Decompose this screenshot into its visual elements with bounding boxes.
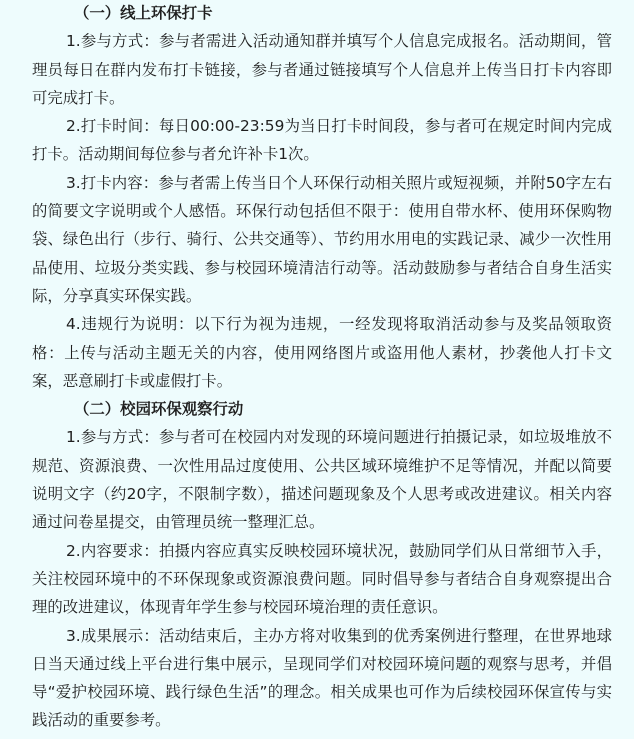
paragraph-observation-method: 1.参与方式：参与者可在校园内对发现的环境问题进行拍摄记录，如垃圾堆放不规范、资源浪费、一次性用品过度使用、公共区域环境维护不足等情况，并配以简要说明文字（约20字，不限制字数），描述问题现象及个人思考或改进建议。相关内容通过问卷星提交，由管理员统一整理汇总。: [32, 428, 612, 532]
paragraph-content-requirements: 2.内容要求：拍摄内容应真实反映校园环境状况，鼓励同学们从日常细节入手，关注校园环境中的不环保现象或资源浪费问题。同时倡导参与者结合自身观察提出合理的改进建议，体现青年学生参与校园环境治理的责任意识。: [32, 541, 612, 617]
paragraph-results-showcase: 3.成果展示：活动结束后，主办方将对收集到的优秀案例进行整理，在世界地球日当天通过线上平台进行集中展示，呈现同学们对校园环境问题的观察与思考，并倡导“爱护校园环境、践行绿色生活”的理念。相关成果也可作为后续校园环保宣传与实践活动的重要参考。: [32, 626, 612, 730]
section-heading-campus-observation: （二）校园环保观察行动: [74, 400, 244, 419]
section-heading-online-checkin: （一）线上环保打卡: [74, 4, 213, 22]
paragraph-checkin-content: 3.打卡内容：参与者需上传当日个人环保行动相关照片或短视频，并附50字左右的简要文字说明或个人感悟。环保行动包括但不限于：使用自带水杯、使用环保购物袋、绿色出行（步行、骑行、公共交通等）、节约用水用电的实践记录、减少一次性用品使用、垃圾分类实践、参与校园环境清洁行动等。活动鼓励参与者结合自身生活实际，分享真实环保实践。: [32, 173, 612, 305]
paragraph-violation-rules: 4.违规行为说明：以下行为视为违规，一经发现将取消活动参与及奖品领取资格：上传与活动主题无关的内容，使用网络图片或盗用他人素材，抄袭他人打卡文案，恶意刷打卡或虚假打卡。: [32, 315, 612, 390]
paragraph-participation-method: 1.参与方式：参与者需进入活动通知群并填写个人信息完成报名。活动期间，管理员每日在群内发布打卡链接，参与者通过链接填写个人信息并上传当日打卡内容即可完成打卡。: [32, 32, 612, 107]
paragraph-checkin-time: 2.打卡时间：每日00:00-23:59为当日打卡时间段，参与者可在规定时间内完成打卡。活动期间每位参与者允许补卡1次。: [32, 117, 612, 164]
